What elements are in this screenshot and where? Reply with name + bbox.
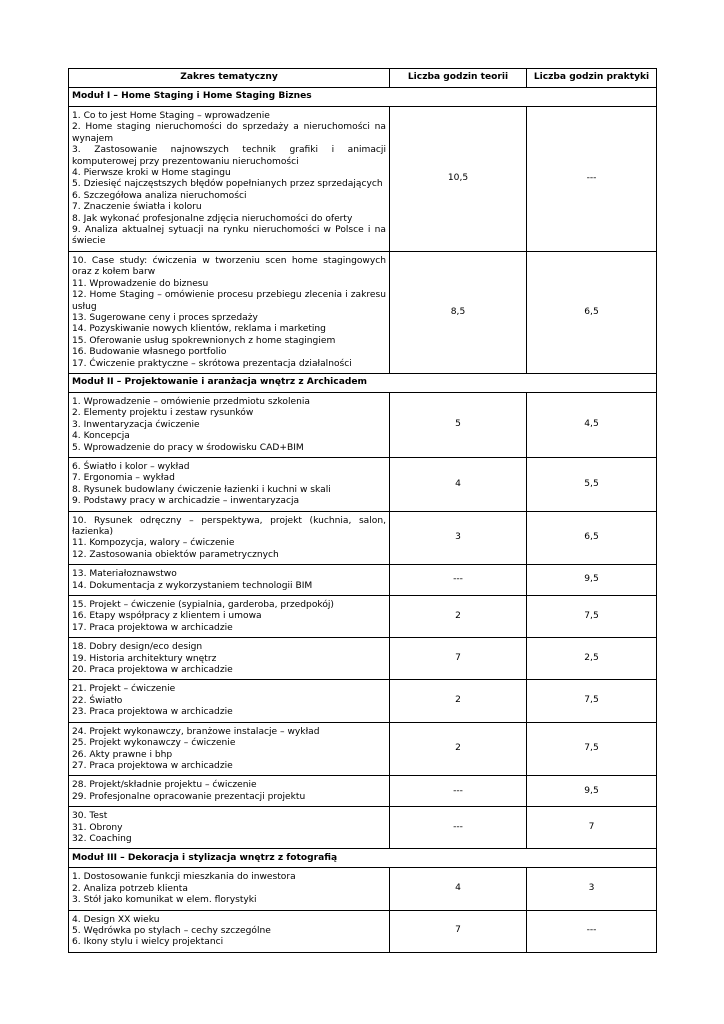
theory-hours-cell: --- <box>390 776 527 807</box>
topic-line: 24. Projekt wykonawczy, branżowe instalacje – wykład <box>72 726 320 737</box>
table-row <box>69 638 657 680</box>
topic-line: 4. Design XX wieku <box>72 914 160 925</box>
header-topic-scope: Zakres tematyczny <box>69 69 390 88</box>
theory-hours-cell: 4 <box>390 868 527 910</box>
theory-hours-cell: 4 <box>390 457 527 511</box>
topic-line: 20. Praca projektowa w archicadzie <box>72 665 233 676</box>
topic-line: 11. Wprowadzenie do biznesu <box>72 278 209 289</box>
module-title: Moduł III – Dekoracja i stylizacja wnętrz z fotografią <box>69 849 657 868</box>
topic-line: 1. Wprowadzenie – omówienie przedmiotu szkolenia <box>72 396 310 407</box>
practice-hours-cell: 6,5 <box>527 511 657 565</box>
topic-cell <box>69 680 390 722</box>
theory-hours-cell: 2 <box>390 680 527 722</box>
document-page <box>68 68 656 953</box>
topic-line: 8. Rysunek budowlany ćwiczenie łazienki i kuchni w skali <box>72 484 331 495</box>
module-header-row <box>69 373 657 392</box>
topic-cell <box>69 596 390 638</box>
topic-line: 17. Praca projektowa w archicadzie <box>72 622 233 633</box>
module-header-row <box>69 88 657 107</box>
topic-line: 25. Projekt wykonawczy – ćwiczenie <box>72 738 236 749</box>
topic-cell <box>69 910 390 952</box>
topic-line: 14. Dokumentacja z wykorzystaniem technologii BIM <box>72 580 313 591</box>
theory-hours-cell: 3 <box>390 511 527 565</box>
topic-line: 2. Elementy projektu i zestaw rysunków <box>72 408 254 419</box>
module-title: Moduł II – Projektowanie i aranżacja wnętrz z Archicadem <box>69 373 657 392</box>
topic-cell <box>69 638 390 680</box>
table-row <box>69 596 657 638</box>
topic-line: 5. Wędrówka po stylach – cechy szczególne <box>72 925 271 936</box>
topic-line: 18. Dobry design/eco design <box>72 642 203 653</box>
curriculum-table <box>68 68 657 953</box>
topic-cell <box>69 392 390 457</box>
topic-cell <box>69 807 390 849</box>
topic-line: 1. Co to jest Home Staging – wprowadzenie <box>72 111 270 121</box>
topic-line: 5. Wprowadzenie do pracy w środowisku CAD+BIM <box>72 442 304 453</box>
topic-line: 4. Pierwsze kroki w Home stagingu <box>72 168 231 179</box>
topic-line: 8. Jak wykonać profesjonalne zdjęcia nieruchomości do oferty <box>72 213 353 224</box>
topic-cell <box>69 868 390 910</box>
table-header-row <box>69 69 657 88</box>
topic-cell <box>69 722 390 776</box>
topic-line: 16. Etapy współpracy z klientem i umowa <box>72 611 262 622</box>
theory-hours-cell: 2 <box>390 596 527 638</box>
topic-line: 9. Analiza aktualnej sytuacji na rynku nieruchomości w Polsce i na świecie <box>72 225 386 247</box>
topic-line: 30. Test <box>72 811 108 822</box>
practice-hours-cell: 9,5 <box>527 565 657 596</box>
topic-line: 1. Dostosowanie funkcji mieszkania do inwestora <box>72 872 296 883</box>
header-practice-hours: Liczba godzin praktyki <box>527 69 657 88</box>
topic-line: 12. Zastosowania obiektów parametrycznych <box>72 549 279 560</box>
topic-line: 28. Projekt/składnie projektu – ćwiczenie <box>72 780 257 791</box>
practice-hours-cell: 9,5 <box>527 776 657 807</box>
topic-cell <box>69 511 390 565</box>
topic-cell <box>69 107 390 252</box>
practice-hours-cell: 4,5 <box>527 392 657 457</box>
theory-hours-cell: --- <box>390 565 527 596</box>
table-row <box>69 807 657 849</box>
topic-line: 15. Projekt – ćwiczenie (sypialnia, garderoba, przedpokój) <box>72 600 334 611</box>
topic-line: 32. Coaching <box>72 833 132 844</box>
table-row <box>69 107 657 252</box>
topic-cell <box>69 457 390 511</box>
practice-hours-cell: --- <box>527 910 657 952</box>
topic-line: 19. Historia architektury wnętrz <box>72 653 217 664</box>
topic-line: 13. Sugerowane ceny i proces sprzedaży <box>72 312 258 323</box>
topic-line: 3. Zastosowanie najnowszych technik grafiki i animacji komputerowej przy prezentowaniu nieruchomości <box>72 145 386 167</box>
topic-line: 29. Profesjonalne opracowanie prezentacji projektu <box>72 791 306 802</box>
topic-line: 16. Budowanie własnego portfolio <box>72 347 227 358</box>
practice-hours-cell: 2,5 <box>527 638 657 680</box>
theory-hours-cell: 2 <box>390 722 527 776</box>
table-row <box>69 392 657 457</box>
theory-hours-cell: 8,5 <box>390 251 527 373</box>
topic-cell <box>69 565 390 596</box>
topic-line: 17. Ćwiczenie praktyczne – skrótowa prezentacja działalności <box>72 358 352 369</box>
topic-cell <box>69 776 390 807</box>
topic-line: 31. Obrony <box>72 822 123 833</box>
theory-hours-cell: 10,5 <box>390 107 527 252</box>
module-title: Moduł I – Home Staging i Home Staging Biznes <box>69 88 657 107</box>
topic-line: 10. Rysunek odręczny – perspektywa, projekt (kuchnia, salon, łazienka) <box>72 515 386 537</box>
topic-line: 22. Światło <box>72 695 123 706</box>
topic-line: 6. Światło i kolor – wykład <box>72 461 190 472</box>
topic-line: 15. Oferowanie usług spokrewnionych z home stagingiem <box>72 335 336 346</box>
practice-hours-cell: 7,5 <box>527 680 657 722</box>
table-row <box>69 511 657 565</box>
topic-line: 11. Kompozycja, walory – ćwiczenie <box>72 538 235 549</box>
topic-line: 12. Home Staging – omówienie procesu przebiegu zlecenia i zakresu usług <box>72 290 386 312</box>
topic-line: 26. Akty prawne i bhp <box>72 749 173 760</box>
table-body <box>69 88 657 953</box>
topic-line: 6. Szczegółowa analiza nieruchomości <box>72 190 247 201</box>
topic-line: 14. Pozyskiwanie nowych klientów, reklama i marketing <box>72 324 326 335</box>
topic-line: 21. Projekt – ćwiczenie <box>72 684 176 695</box>
theory-hours-cell: 7 <box>390 638 527 680</box>
module-header-row <box>69 849 657 868</box>
practice-hours-cell: --- <box>527 107 657 252</box>
topic-line: 4. Koncepcja <box>72 431 130 442</box>
topic-line: 9. Podstawy pracy w archicadzie – inwentaryzacja <box>72 496 300 507</box>
topic-line: 13. Materiałoznawstwo <box>72 569 177 580</box>
topic-line: 7. Ergonomia – wykład <box>72 473 175 484</box>
topic-line: 7. Znaczenie światła i koloru <box>72 202 202 213</box>
topic-line: 10. Case study: ćwiczenia w tworzeniu scen home stagingowych oraz z kołem barw <box>72 255 386 278</box>
topic-line: 27. Praca projektowa w archicadzie <box>72 760 233 771</box>
table-row <box>69 722 657 776</box>
topic-line: 2. Analiza potrzeb klienta <box>72 883 188 894</box>
theory-hours-cell: 7 <box>390 910 527 952</box>
table-row <box>69 457 657 511</box>
theory-hours-cell: 5 <box>390 392 527 457</box>
practice-hours-cell: 7 <box>527 807 657 849</box>
table-row <box>69 776 657 807</box>
practice-hours-cell: 5,5 <box>527 457 657 511</box>
topic-line: 6. Ikony stylu i wielcy projektanci <box>72 937 224 948</box>
topic-line: 2. Home staging nieruchomości do sprzedaży a nieruchomości na wynajem <box>72 122 386 144</box>
practice-hours-cell: 6,5 <box>527 251 657 373</box>
table-row <box>69 251 657 373</box>
practice-hours-cell: 3 <box>527 868 657 910</box>
topic-line: 3. Stół jako komunikat w elem. florystyki <box>72 895 257 906</box>
topic-line: 3. Inwentaryzacja ćwiczenie <box>72 419 200 430</box>
topic-cell <box>69 251 390 373</box>
table-row <box>69 910 657 952</box>
table-row <box>69 868 657 910</box>
theory-hours-cell: --- <box>390 807 527 849</box>
table-row <box>69 565 657 596</box>
practice-hours-cell: 7,5 <box>527 596 657 638</box>
practice-hours-cell: 7,5 <box>527 722 657 776</box>
table-row <box>69 680 657 722</box>
topic-line: 5. Dziesięć najczęstszych błędów popełnianych przez sprzedających <box>72 179 383 190</box>
header-theory-hours: Liczba godzin teorii <box>390 69 527 88</box>
topic-line: 23. Praca projektowa w archicadzie <box>72 707 233 718</box>
